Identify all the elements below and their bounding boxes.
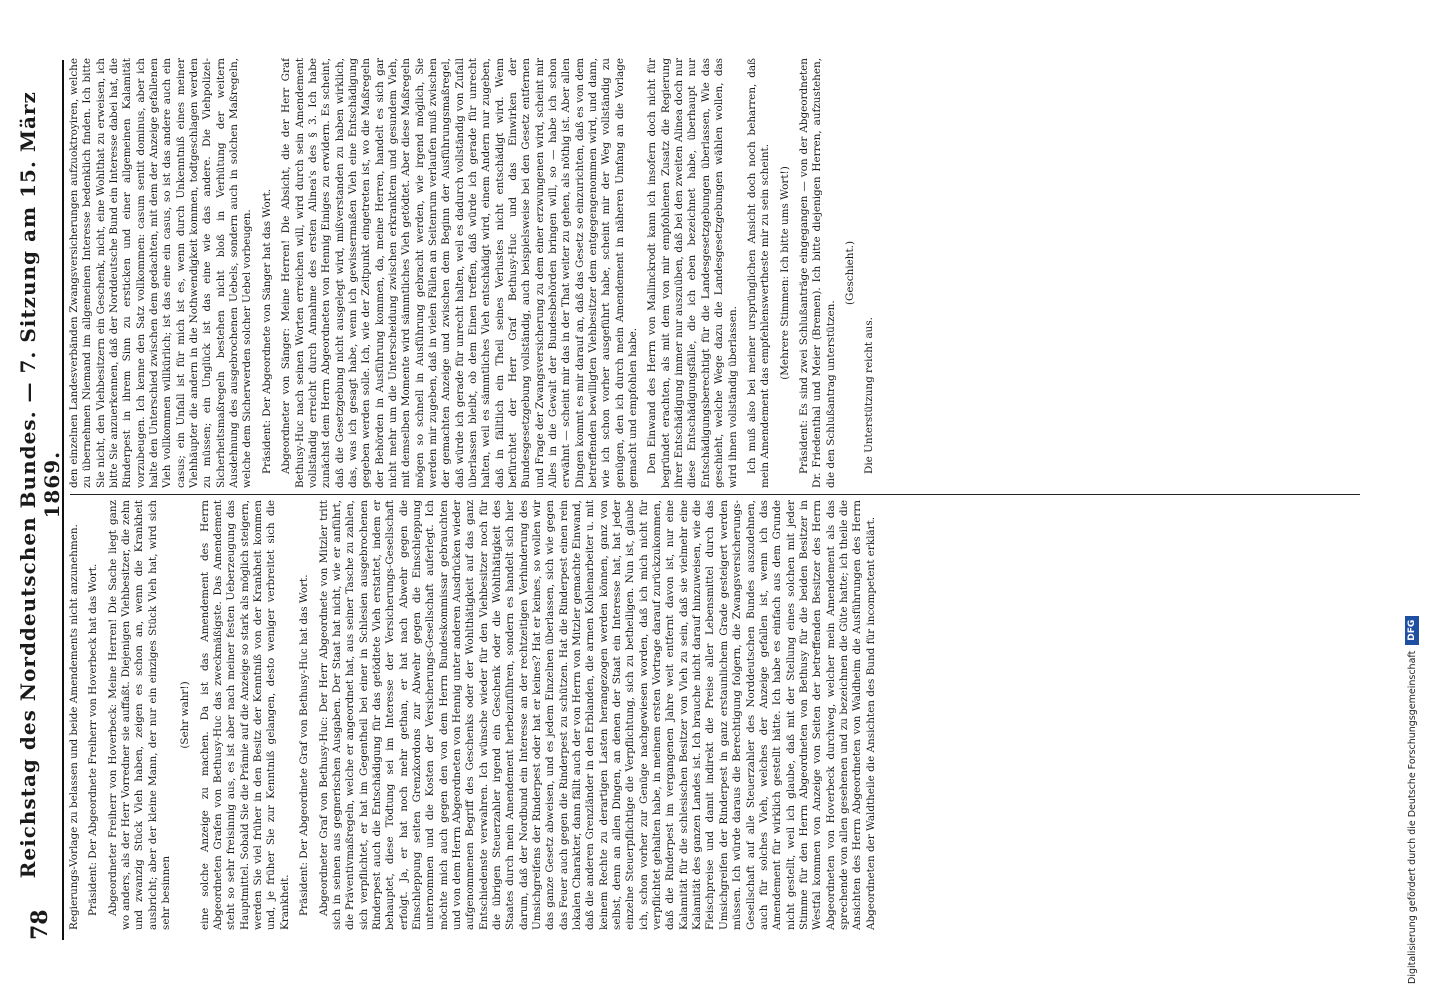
paragraph: Abgeordneter von Sänger: Meine Herren! Die Absicht, die der Herr Graf Bethusy-Huc nach seinen Worten erreichen will, wird durch sein Amendement vollständig erreicht durch Annahme des ersten Alinea's des § 3. Ich habe zunächst dem Herrn Abgeordneten von Hennig Einiges zu erwidern. Es scheint, daß die Gesetzgebung nicht ausgelegt wird, mißverstanden zu haben wirklich, das, was ich gesagt habe, wenn ich gewissermaßen Vieh eine Entschädigung gegeben werden solle. Ich, wie der Zeitpunkt eingetreten ist, wo die Maßregeln der Behörden in Ausführung kommen, da, meine Herren, handelt es sich gar nicht mehr um die Unterscheidung zwischen erkranktem und gesundem Vieh, mit demselben Momente wird sämmtliches Vieh getödtet. Aber diese Maßregeln mögen so schnell in Ausführung gebracht werden, wie irgend möglich, Sie werden mir zugeben, daß in vielen Fällen an Seitenrum verlaufen muß zwischen der gemachten Anzeige und zwischen dem Beginn der Ausführungsmaßregel, daß würde ich gerade für unrecht halten, weil es dadurch vollständig von Zufall überlassen bleibt, ob dem Einen treffen, daß würde ich gerade für unrecht halten, weil es sämmtliches Vieh entschädigt wird, einem Andern nur zugeben, daß in fälltlich ein Theil seines Verlustes nicht entschädigt wird. Wenn befürchtet der Herr Graf Bethusy-Huc und das Einwirken der Bundesgesetzgebung vollständig, auch beispielsweise bei den Gesetz entfernen und Frage der Zwangsversicherung zu dem einer erzwungenen wird, scheint mir Alles in die Gewalt der Bundesbehörden bringen will, so — habe ich schon erwähnt — scheint mir das in der That weiter zu gehen, als nöthig ist. Aber allen Dingen kommt es mir darauf an, daß das Gesetz so einzurichten, daß es von dem betreffenden bewilligten Viehbesitzer dem entgegengenommen wird, und dann, wie ich schon vorher ausgeführt habe, scheint mir der Weg vollständig zu genügen, den ich durch mein Amendement in näheren Umfang an die Vorlage gemacht und empfohlen habe. — [280, 58, 640, 488]
dfg-logo: DFG — [1405, 616, 1419, 645]
paragraph: Ich muß also bei meiner ursprünglichen Ansicht doch noch beharren, daß mein Amendement das empfehlenswertheste mir zu sein scheint. — [745, 58, 772, 488]
paragraph: Den Einwand des Herrn von Mallinckrodt kann ich insofern doch nicht für begründet erachten, als mit dem von mir empfohlenen Zusatz die Regierung ihrer Entschädigung immer nur auszuüben, daß bei den zweiten Alinea doch nur diese Entschädigungsfälle, die ich eben bezeichnet habe, überhaupt nur Entschädigungsberechtigt für die Landesgesetzgebungen überlassen, Wie das geschieht, welche Wege dazu die Landesgesetzgebungen wählen wollen, das wird ihnen vollständig überlassen. — [646, 58, 739, 488]
running-title: Reichstag des Norddeutschen Bundes. — 7. Sitzung am 15. März 1869. — [16, 91, 64, 879]
paragraph: den einzelnen Landesverbänden Zwangsversicherungen aufzuoktroyiren, welche zu übernehmen Niemand im allgemeinen Interesse bedenklich finden. Ich bitte Sie nicht, den Viehbesitzern ein Geschenk, nicht, eine Wohlthat zu erweisen, ich bitte Sie anzuerkennen, daß der Norddeutsche Bund ein Interesse dabei hat, die Rinderpest in ihrem Sinn zu ersticken und einer allgemeinen Kalamität vorzubeugen. Ich kenne den Satz vollkommen: casum sentit dominus, aber ich halte den Unterschied zwischen dem gedachten, mit dem der Anzeige gefallenen Vieh vollkommen willkürlich; ist das eine ein casus, so ist das andere auch ein casus; ein Unfall ist für mich ist es, wenn durch Unkenntniß eines meiner Viehhäupter die andern in die Nothwendigkeit kommen, todtgeschlagen werden zu müssen; ein Unglück ist das eine wie das andere. Die Viehpolizei-Sicherheitsmaßregeln bestehen nicht bloß in Verhütung der weitern Ausdehnung des ausgebrochenen Uebels, sondern auch in solchen Maßregeln, welche dem Sicherwerden solcher Uebel vorbeugen. — [68, 58, 254, 488]
paragraph: Präsident: Der Abgeordnete Freiherr von Hoverbeck hat das Wort. — [87, 563, 100, 916]
paragraph: Präsident: Es sind zwei Schlußanträge eingegangen — von der Abgeordneten Dr. Friedenthal und Meier (Bremen). Ich bitte diejenigen Herren, aufzustehen, die den Schlußantrag unterstützen. — [797, 58, 837, 488]
paragraph: (Sehr wahr!) — [179, 681, 192, 749]
paragraph: eine solche Anzeige zu machen. Da ist das Amendement des Herrn Abgeordneten Grafen von Bethusy-Huc das zweckmäßigste. Das Amendement steht so sehr freisinnig aus, es ist aber nach meiner festen Ueberzeugung das Hauptmittel. Sobald Sie die Prämie auf die Anzeige so stark als möglich steigern, werden Sie viel früher in den Besitz der Kenntniß von der Krankheit kommen und, je früher Sie zur Kenntniß gelangen, desto weniger verbreitet sich die Krankheit. — [198, 500, 291, 930]
paragraph: Abgeordneter Graf von Bethusy-Huc: Der Herr Abgeordnete von Mitzler tritt sich in seinen aus gegnerischen Ausgaben. Der Staat hat nicht, wie er anführt, die Präventivmaßregeln, welche er angeordnet hat, aus seiner Tasche zu zahlen, sich verpflichtet, er hat im Gegentheil bei einer in Schlesien ausgebrochenen Rinderpest auch die Entschädigung für das getödtete Vieh erstattet, indem er behauptet, diese Tödtung sei im Interesse der Versicherungs-Gesellschaft erfolgt. Ja, er hat noch mehr gethan, er hat nach Abwehr gegen die Einschleppung seiten Grenzkordons zur Abwehr gegen die Einschleppung unternommen und die Kosten der Versicherungs-Gesellschaft auferlegt. Ich möchte mich auch gegen den von dem Herrn Bundeskommissar gebrauchten und von dem Herrn Abgeordneten von Hennig unter anderen Ausdrücken wieder aufgenommenen Begriff des Geschenks oder der Wohlthätigkeit auf das ganz Entschiedenste verwahren. Ich wünsche wieder für den Viehbesitzer noch für die übrigen Steuerzahler irgend ein Geschenk oder die Wohlthätigkeit des Staates durch mein Amendement herbeizuführen, sondern es handelt sich hier darum, daß der Nordbund ein Interesse an der rechtzeitigen Verhinderung des Umsichgreifens der Rinderpest oder hat er keines? Hat er keines, so wollen wir das ganze Gesetz abweisen, und es jedem Einzelnen überlassen, sich wie gegen das Feuer auch gegen die Rinderpest zu schützen. Hat die Rinderpest einen rein lokalen Charakter, dann fällt auch der von Herrn von Mitzler gemachte Einwand, daß die anderen Grenzländer in den Erblanden, die armen Kohlenarbeiter u. mit keinem Rechte zu derartigen Lasten herangezogen werden können, ganz von selbst, denn an allen Dingen, an denen der Staat ein Interesse hat, hat jeder einzelne Steuerpflichtige die Verpflichtung, sich zu betheiligen. Nun ist, glaube ich, schon vorher zur Genüge nachgewiesen worden, daß ich mich nicht für verpflichtet gehalten habe, in meinem ersten Vortrage darauf zurückzukommen, daß die Rinderpest im vergangenen Jahre weit entfernt davon ist, nur eine Kalamität für die schlesischen Besitzer von Vieh zu sein, daß sie vielmehr eine Kalamität des ganzen Landes ist. Ich brauche nicht darauf hinzuweisen, wie die Fleischpreise und damit indirekt die Preise aller Lebensmittel durch das Umsichgreifen der Rinderpest in ganz erstaunlichem Grade gesteigert werden müssen. Ich würde daraus die Berechtigung folgern, die Zwangsversicherungs-Gesellschaft auf alle Steuerzahler des Norddeutschen Bundes auszudehnen, auch für solches Vieh, welches der Anzeige gefallen ist, wenn ich das Amendement für wirklich gestellt hätte. Ich habe es einfach aus dem Grunde nicht gestellt, weil ich glaube, daß mit der Stellung eines solchen mit jeder Stimme für den Herrn Abgeordneten von Bethusy für die beiden Besitzer in Westfal kommen von Anzeige von Seiten der betreffenden Besitzer des Herrn Abgeordneten von Hoverbeck durchweg, welcher mein Amendement als das sprechende von allen gesehenen und zu bezeichnen die Güte hatte; ich theile die Ansichten des Herrn Abgeordneten von Waldheim die Ausführungen des Herrn Abgeordneten der Waldtheile die Ansichten des Bund für incompetent erklärt. — [317, 500, 877, 930]
paragraph: Präsident: Der Abgeordnete Graf von Bethusy-Huc hat das Wort. — [298, 574, 311, 916]
paragraph: (Geschieht.) — [843, 240, 856, 306]
paragraph: Die Unterstützung reicht aus. — [863, 317, 876, 474]
funding-text: Digitalisierung gefördert durch die Deutsche Forschungsgemeinschaft — [1406, 650, 1418, 984]
digitization-strip — [1392, 0, 1432, 1000]
page-number: 78 — [27, 909, 53, 940]
column-divider — [70, 494, 1360, 495]
digitization-note — [1392, 0, 1432, 1000]
paragraph: Abgeordneter Freiherr von Hoverbeck: Meine Herren! Die Sache liegt ganz wo anders, als der Herr Vorredner sie auffaßt. Diejenigen Viehbesitzer, die zehn und zwanzig Stück Vieh haben, zeigen es schon an, wenn die Krankheit ausbricht; aber der kleine Mann, der nur ein einziges Stück Vieh hat, wird sich sehr besinnen — [106, 500, 173, 930]
page-header — [18, 60, 64, 940]
right-column — [68, 58, 1358, 488]
left-column — [68, 500, 1358, 930]
paragraph: Präsident: Der Abgeordnete von Sänger hat das Wort. — [260, 188, 273, 474]
paragraph: Regierungs-Vorlage zu belassen und beide Amendements nicht anzunehmen. — [68, 524, 80, 930]
paragraph: (Mehrere Stimmen: Ich bitte ums Wort!) — [778, 166, 791, 380]
